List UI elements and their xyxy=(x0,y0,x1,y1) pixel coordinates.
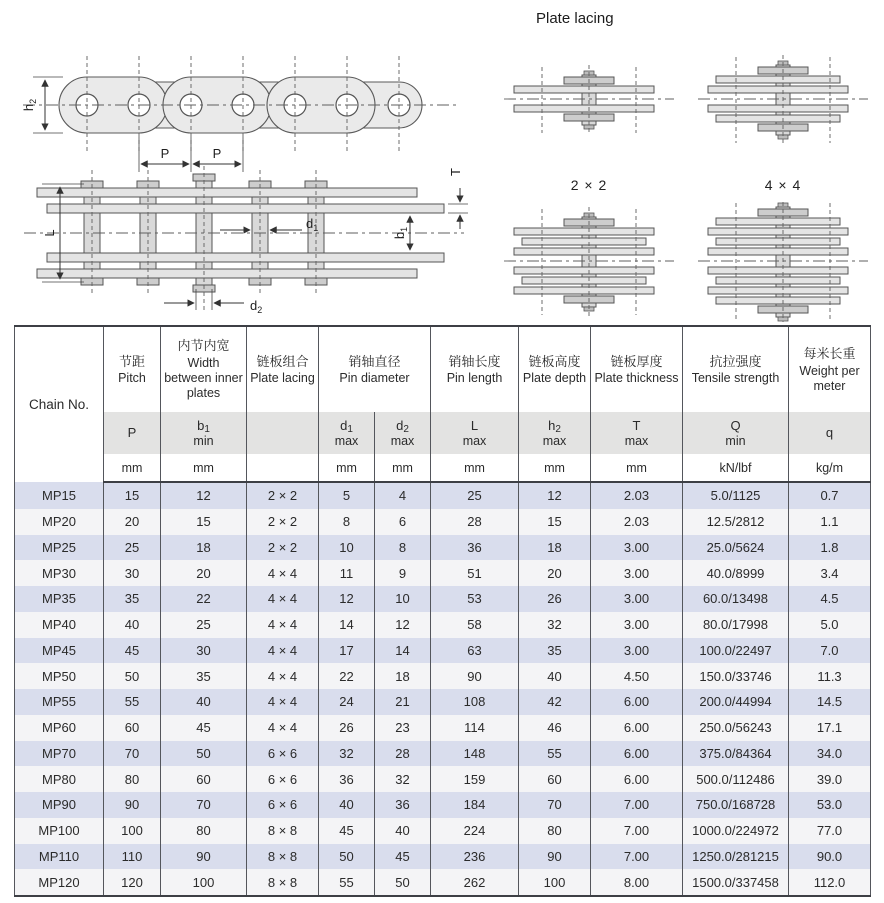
value-cell: 25.0/5624 xyxy=(683,535,789,561)
value-cell: 22 xyxy=(319,663,375,689)
value-cell: 25 xyxy=(431,482,519,509)
value-cell: 8 × 8 xyxy=(247,844,319,870)
value-cell: 6 × 6 xyxy=(247,792,319,818)
value-cell: 3.00 xyxy=(591,586,683,612)
value-cell: 3.00 xyxy=(591,638,683,664)
plate-lacing-grid xyxy=(500,39,872,355)
value-cell: 108 xyxy=(431,689,519,715)
table-row xyxy=(15,509,871,535)
value-cell: 21 xyxy=(375,689,431,715)
value-cell: 55 xyxy=(519,741,591,767)
value-cell: 4 × 4 xyxy=(247,586,319,612)
value-cell: 10 xyxy=(319,535,375,561)
en-label: Width between inner plates xyxy=(164,355,243,401)
table-row xyxy=(15,844,871,870)
value-cell: 184 xyxy=(431,792,519,818)
value-cell: 63 xyxy=(431,638,519,664)
value-cell: 80 xyxy=(161,818,247,844)
value-cell: 90 xyxy=(519,844,591,870)
value-cell: 150.0/33746 xyxy=(683,663,789,689)
col-header-inner-width xyxy=(161,326,247,412)
table-row xyxy=(15,869,871,896)
table-row xyxy=(15,638,871,664)
value-cell: 200.0/44994 xyxy=(683,689,789,715)
zh-label: 抗拉强度 xyxy=(709,353,762,369)
plate-lacing-title: Plate lacing xyxy=(536,10,614,27)
value-cell: 60 xyxy=(161,766,247,792)
value-cell: 6 × 6 xyxy=(247,766,319,792)
d2-dimension xyxy=(164,289,262,315)
chain-no-cell: MP70 xyxy=(15,741,104,767)
d2-dimension-label: $d_2$ xyxy=(250,298,263,315)
table-row xyxy=(15,535,871,561)
value-cell: 30 xyxy=(104,560,161,586)
value-cell: 77.0 xyxy=(789,818,871,844)
pitch-label: P xyxy=(160,146,170,161)
subheader-d2: $d_2$ max xyxy=(375,412,431,454)
en-label: Weight per meter xyxy=(799,363,860,393)
chain-no-cell: MP15 xyxy=(15,482,104,509)
value-cell: 36 xyxy=(431,535,519,561)
value-cell: 40 xyxy=(104,612,161,638)
value-cell: 4.5 xyxy=(789,586,871,612)
subheader-q: q xyxy=(789,412,871,454)
value-cell: 8 xyxy=(375,535,431,561)
unit-cell: mm xyxy=(591,454,683,482)
value-cell: 4 × 4 xyxy=(247,612,319,638)
value-cell: 8 × 8 xyxy=(247,869,319,896)
value-cell: 11.3 xyxy=(789,663,871,689)
value-cell: 224 xyxy=(431,818,519,844)
value-cell: 14 xyxy=(375,638,431,664)
value-cell: 18 xyxy=(161,535,247,561)
lacing-diagram-6x6 xyxy=(504,201,674,323)
value-cell: 4 × 4 xyxy=(247,689,319,715)
value-cell: 12 xyxy=(519,482,591,509)
value-cell: 28 xyxy=(375,741,431,767)
header-row-names xyxy=(15,326,871,412)
value-cell: 23 xyxy=(375,715,431,741)
value-cell: 15 xyxy=(519,509,591,535)
chain-no-cell: MP60 xyxy=(15,715,104,741)
value-cell: 4.50 xyxy=(591,663,683,689)
unit-cell: kg/m xyxy=(789,454,871,482)
chain-no-cell: MP120 xyxy=(15,869,104,896)
value-cell: 7.0 xyxy=(789,638,871,664)
chain-plan-view-diagram xyxy=(12,158,472,318)
value-cell: 7.00 xyxy=(591,792,683,818)
value-cell: 3.00 xyxy=(591,560,683,586)
value-cell: 28 xyxy=(431,509,519,535)
table-row xyxy=(15,715,871,741)
value-cell: 50 xyxy=(104,663,161,689)
value-cell: 80.0/17998 xyxy=(683,612,789,638)
value-cell: 90 xyxy=(161,844,247,870)
value-cell: 0.7 xyxy=(789,482,871,509)
value-cell: 3.00 xyxy=(591,535,683,561)
value-cell: 20 xyxy=(519,560,591,586)
lacing-diagram-4x4 xyxy=(698,39,868,161)
en-label: Pitch xyxy=(118,371,146,386)
value-cell: 53 xyxy=(431,586,519,612)
spec-table xyxy=(14,325,871,897)
value-cell: 4 xyxy=(375,482,431,509)
lacing-variant-4x4 xyxy=(694,39,872,193)
value-cell: 46 xyxy=(519,715,591,741)
value-cell: 53.0 xyxy=(789,792,871,818)
value-cell: 6.00 xyxy=(591,766,683,792)
lacing-diagram-2x2 xyxy=(504,39,674,161)
subheader-P: P xyxy=(104,412,161,454)
T-dimension xyxy=(448,168,468,229)
value-cell: 26 xyxy=(519,586,591,612)
value-cell: 4 × 4 xyxy=(247,663,319,689)
value-cell: 236 xyxy=(431,844,519,870)
value-cell: 8 × 8 xyxy=(247,818,319,844)
value-cell: 112.0 xyxy=(789,869,871,896)
value-cell: 5 xyxy=(319,482,375,509)
value-cell: 58 xyxy=(431,612,519,638)
lacing-variant-2x2 xyxy=(500,39,678,193)
value-cell: 12 xyxy=(161,482,247,509)
value-cell: 6.00 xyxy=(591,715,683,741)
value-cell: 8 xyxy=(319,509,375,535)
zh-label: 内节内宽 xyxy=(177,338,230,354)
value-cell: 40 xyxy=(319,792,375,818)
value-cell: 8.00 xyxy=(591,869,683,896)
h2-dimension-label: $h_2$ xyxy=(21,98,38,112)
chain-no-cell: MP40 xyxy=(15,612,104,638)
table-row xyxy=(15,663,871,689)
col-header-plate-thickness xyxy=(591,326,683,412)
value-cell: 40.0/8999 xyxy=(683,560,789,586)
value-cell: 3.00 xyxy=(591,612,683,638)
table-row xyxy=(15,792,871,818)
value-cell: 25 xyxy=(104,535,161,561)
en-label: Plate lacing xyxy=(250,371,315,386)
value-cell: 2.03 xyxy=(591,482,683,509)
value-cell: 4 × 4 xyxy=(247,560,319,586)
value-cell: 4 × 4 xyxy=(247,715,319,741)
unit-cell: kN/lbf xyxy=(683,454,789,482)
unit-cell xyxy=(247,454,319,482)
zh-label: 链板高度 xyxy=(528,353,581,369)
value-cell: 36 xyxy=(375,792,431,818)
value-cell: 90 xyxy=(104,792,161,818)
value-cell: 2.03 xyxy=(591,509,683,535)
value-cell: 1.8 xyxy=(789,535,871,561)
value-cell: 18 xyxy=(375,663,431,689)
en-label: Pin diameter xyxy=(339,371,410,386)
value-cell: 45 xyxy=(161,715,247,741)
chain-no-cell: MP20 xyxy=(15,509,104,535)
value-cell: 42 xyxy=(519,689,591,715)
value-cell: 15 xyxy=(104,482,161,509)
value-cell: 22 xyxy=(161,586,247,612)
value-cell: 12 xyxy=(319,586,375,612)
pitch-label: P xyxy=(212,146,222,161)
value-cell: 35 xyxy=(161,663,247,689)
table-row xyxy=(15,741,871,767)
unit-cell: mm xyxy=(375,454,431,482)
col-header-pin-length xyxy=(431,326,519,412)
en-label: Tensile strength xyxy=(691,371,780,386)
value-cell: 50 xyxy=(319,844,375,870)
value-cell: 6.00 xyxy=(591,689,683,715)
subheader-h2: $h_2$ max xyxy=(519,412,591,454)
subheader-Q: Q min xyxy=(683,412,789,454)
unit-cell: mm xyxy=(104,454,161,482)
value-cell: 1.1 xyxy=(789,509,871,535)
header-row-units xyxy=(15,454,871,482)
value-cell: 250.0/56243 xyxy=(683,715,789,741)
zh-label: 每米长重 xyxy=(803,345,856,361)
unit-cell: mm xyxy=(431,454,519,482)
value-cell: 90.0 xyxy=(789,844,871,870)
value-cell: 17 xyxy=(319,638,375,664)
value-cell: 100.0/22497 xyxy=(683,638,789,664)
zh-label: 销轴长度 xyxy=(448,353,501,369)
col-header-tensile-strength xyxy=(683,326,789,412)
value-cell: 80 xyxy=(104,766,161,792)
en-label: Pin length xyxy=(446,371,503,386)
chain-no-cell: MP25 xyxy=(15,535,104,561)
value-cell: 60 xyxy=(104,715,161,741)
table-row xyxy=(15,612,871,638)
value-cell: 262 xyxy=(431,869,519,896)
col-header-weight xyxy=(789,326,871,412)
value-cell: 50 xyxy=(161,741,247,767)
chain-no-cell: MP50 xyxy=(15,663,104,689)
value-cell: 100 xyxy=(104,818,161,844)
value-cell: 32 xyxy=(519,612,591,638)
d1-dimension-label: $d_1$ xyxy=(306,216,319,233)
value-cell: 12 xyxy=(375,612,431,638)
value-cell: 45 xyxy=(104,638,161,664)
value-cell: 45 xyxy=(319,818,375,844)
subheader-d1: $d_1$ max xyxy=(319,412,375,454)
value-cell: 70 xyxy=(519,792,591,818)
subheader-lacing xyxy=(247,412,319,454)
unit-cell: mm xyxy=(519,454,591,482)
b1-dimension-label: $b_1$ xyxy=(392,226,409,240)
value-cell: 1250.0/281215 xyxy=(683,844,789,870)
value-cell: 34.0 xyxy=(789,741,871,767)
table-row xyxy=(15,586,871,612)
chain-no-cell: MP55 xyxy=(15,689,104,715)
plate-lacing-panel xyxy=(500,6,872,355)
chain-no-header: Chain No. xyxy=(15,326,104,482)
value-cell: 50 xyxy=(375,869,431,896)
value-cell: 40 xyxy=(519,663,591,689)
lacing-label: 2 × 2 xyxy=(570,177,608,193)
value-cell: 12.5/2812 xyxy=(683,509,789,535)
value-cell: 375.0/84364 xyxy=(683,741,789,767)
value-cell: 7.00 xyxy=(591,844,683,870)
T-dimension-label: T xyxy=(448,168,463,176)
table-row xyxy=(15,766,871,792)
value-cell: 80 xyxy=(519,818,591,844)
value-cell: 159 xyxy=(431,766,519,792)
value-cell: 70 xyxy=(161,792,247,818)
value-cell: 750.0/168728 xyxy=(683,792,789,818)
value-cell: 2 × 2 xyxy=(247,535,319,561)
value-cell: 120 xyxy=(104,869,161,896)
value-cell: 70 xyxy=(104,741,161,767)
value-cell: 18 xyxy=(519,535,591,561)
table-row xyxy=(15,560,871,586)
value-cell: 30 xyxy=(161,638,247,664)
header-row-symbols xyxy=(15,412,871,454)
value-cell: 15 xyxy=(161,509,247,535)
value-cell: 3.4 xyxy=(789,560,871,586)
value-cell: 25 xyxy=(161,612,247,638)
value-cell: 148 xyxy=(431,741,519,767)
value-cell: 114 xyxy=(431,715,519,741)
value-cell: 36 xyxy=(319,766,375,792)
value-cell: 5.0/1125 xyxy=(683,482,789,509)
value-cell: 51 xyxy=(431,560,519,586)
en-label: Plate thickness xyxy=(594,371,679,386)
table-row xyxy=(15,689,871,715)
d1-dimension xyxy=(220,216,318,233)
lacing-label: 4 × 4 xyxy=(764,177,802,193)
value-cell: 60 xyxy=(519,766,591,792)
value-cell: 45 xyxy=(375,844,431,870)
value-cell: 14.5 xyxy=(789,689,871,715)
en-label: Plate depth xyxy=(522,371,587,386)
unit-cell: mm xyxy=(319,454,375,482)
value-cell: 26 xyxy=(319,715,375,741)
L-dimension-label: L xyxy=(42,229,57,237)
unit-cell: mm xyxy=(161,454,247,482)
value-cell: 110 xyxy=(104,844,161,870)
value-cell: 60.0/13498 xyxy=(683,586,789,612)
value-cell: 100 xyxy=(519,869,591,896)
table-body xyxy=(15,482,871,896)
value-cell: 24 xyxy=(319,689,375,715)
subheader-T: T max xyxy=(591,412,683,454)
col-header-plate-depth xyxy=(519,326,591,412)
table-row xyxy=(15,482,871,509)
zh-label: 节距 xyxy=(118,353,145,369)
value-cell: 7.00 xyxy=(591,818,683,844)
value-cell: 6 xyxy=(375,509,431,535)
chain-no-cell: MP90 xyxy=(15,792,104,818)
value-cell: 40 xyxy=(161,689,247,715)
chain-no-cell: MP110 xyxy=(15,844,104,870)
value-cell: 32 xyxy=(375,766,431,792)
value-cell: 500.0/112486 xyxy=(683,766,789,792)
value-cell: 20 xyxy=(104,509,161,535)
subheader-b1: $b_1$ min xyxy=(161,412,247,454)
value-cell: 100 xyxy=(161,869,247,896)
value-cell: 32 xyxy=(319,741,375,767)
value-cell: 35 xyxy=(519,638,591,664)
value-cell: 55 xyxy=(104,689,161,715)
chain-no-cell: MP35 xyxy=(15,586,104,612)
chain-no-cell: MP30 xyxy=(15,560,104,586)
value-cell: 1000.0/224972 xyxy=(683,818,789,844)
value-cell: 55 xyxy=(319,869,375,896)
value-cell: 40 xyxy=(375,818,431,844)
zh-label: 链板厚度 xyxy=(610,353,663,369)
value-cell: 2 × 2 xyxy=(247,482,319,509)
chain-no-cell: MP80 xyxy=(15,766,104,792)
value-cell: 10 xyxy=(375,586,431,612)
zh-label: 销轴直径 xyxy=(348,353,401,369)
subheader-L: L max xyxy=(431,412,519,454)
value-cell: 2 × 2 xyxy=(247,509,319,535)
zh-label: 链板组合 xyxy=(256,353,309,369)
value-cell: 35 xyxy=(104,586,161,612)
col-header-plate-lacing xyxy=(247,326,319,412)
b1-dimension xyxy=(392,216,410,250)
value-cell: 4 × 4 xyxy=(247,638,319,664)
value-cell: 11 xyxy=(319,560,375,586)
value-cell: 17.1 xyxy=(789,715,871,741)
col-header-pitch xyxy=(104,326,161,412)
chain-no-cell: MP45 xyxy=(15,638,104,664)
value-cell: 39.0 xyxy=(789,766,871,792)
value-cell: 9 xyxy=(375,560,431,586)
value-cell: 90 xyxy=(431,663,519,689)
value-cell: 14 xyxy=(319,612,375,638)
value-cell: 6.00 xyxy=(591,741,683,767)
value-cell: 6 × 6 xyxy=(247,741,319,767)
col-header-pin-diameter xyxy=(319,326,431,412)
chain-no-cell: MP100 xyxy=(15,818,104,844)
table-row xyxy=(15,818,871,844)
value-cell: 5.0 xyxy=(789,612,871,638)
lacing-diagram-8x8 xyxy=(698,201,868,323)
value-cell: 20 xyxy=(161,560,247,586)
value-cell: 1500.0/337458 xyxy=(683,869,789,896)
